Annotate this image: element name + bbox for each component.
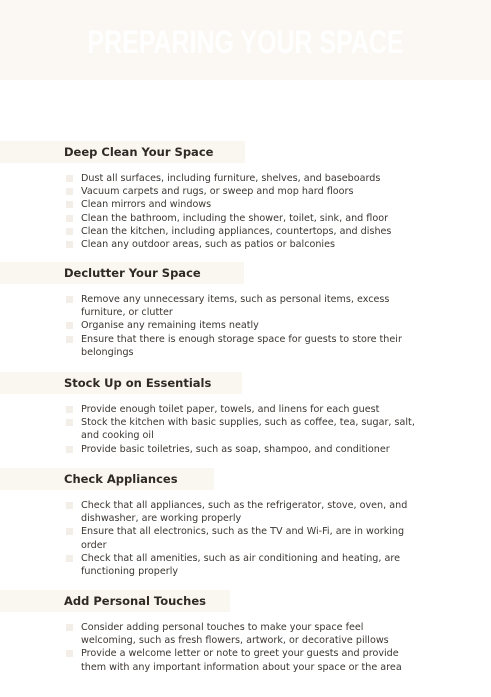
list-item-text: Consider adding personal touches to make your space feel welcoming, such as fresh flowers, artwork, or decorative pillows (81, 622, 389, 647)
list-item (0, 403, 417, 416)
list-item (0, 552, 417, 578)
list-item-text: Provide a welcome letter or note to greet your guests and provide them with any important information about your space or the area (81, 648, 402, 673)
list-item (0, 225, 417, 238)
section-heading: Check Appliances (64, 472, 178, 486)
list-item-text: Check that all appliances, such as the refrigerator, stove, oven, and dishwasher, are working properly (81, 500, 408, 525)
list-item-text: Remove any unnecessary items, such as personal items, excess furniture, or clutter (81, 294, 390, 319)
bullet-square-icon (66, 624, 73, 631)
list-item (0, 319, 417, 332)
bullet-square-icon (66, 419, 73, 426)
bullet-square-icon (66, 555, 73, 562)
bullet-square-icon (66, 241, 73, 248)
bullet-square-icon (66, 201, 73, 208)
bullet-square-icon (66, 528, 73, 535)
checklist (0, 172, 417, 251)
bullet-square-icon (66, 228, 73, 235)
list-item (0, 198, 417, 211)
page-title: PREPARING YOUR SPACE (87, 24, 404, 60)
bullet-square-icon (66, 175, 73, 182)
bullet-square-icon (66, 188, 73, 195)
bullet-square-icon (66, 322, 73, 329)
list-item-text: Stock the kitchen with basic supplies, such as coffee, tea, sugar, salt, and cooking oil (81, 417, 415, 442)
section-heading: Stock Up on Essentials (64, 376, 212, 390)
list-item-text: Dust all surfaces, including furniture, shelves, and baseboards (81, 173, 381, 184)
list-item (0, 499, 417, 525)
list-item-text: Clean any outdoor areas, such as patios or balconies (81, 239, 336, 251)
list-item (0, 172, 417, 185)
list-item (0, 293, 417, 319)
bullet-square-icon (66, 336, 73, 343)
bullet-square-icon (66, 502, 73, 509)
list-item-text: Clean the kitchen, including appliances, countertops, and dishes (81, 225, 392, 237)
list-item (0, 238, 417, 251)
bullet-square-icon (66, 650, 73, 657)
bullet-square-icon (66, 215, 73, 222)
checklist (0, 621, 417, 674)
checklist (0, 499, 417, 578)
list-item-text: Clean the bathroom, including the shower, toilet, sink, and floor (81, 212, 389, 224)
bullet-square-icon (66, 406, 73, 413)
list-item (0, 443, 417, 456)
list-item (0, 185, 417, 198)
checklist (0, 403, 417, 456)
list-item-text: Clean mirrors and windows (81, 199, 212, 211)
list-item (0, 212, 417, 225)
section-heading: Add Personal Touches (64, 594, 206, 608)
bullet-square-icon (66, 296, 73, 303)
bullet-square-icon (66, 446, 73, 453)
list-item (0, 621, 417, 647)
list-item (0, 333, 417, 359)
section-heading: Deep Clean Your Space (64, 145, 214, 159)
list-item-text: Ensure that all electronics, such as the TV and Wi-Fi, are in working order (81, 526, 405, 551)
list-item-text: Provide enough toilet paper, towels, and linens for each guest (81, 404, 380, 415)
list-item (0, 416, 417, 442)
checklist (0, 293, 417, 359)
list-item-text: Ensure that there is enough storage space for guests to store their belongings (81, 333, 402, 358)
section-heading: Declutter Your Space (64, 266, 201, 280)
list-item-text: Vacuum carpets and rugs, or sweep and mop hard floors (81, 186, 354, 198)
list-item-text: Organise any remaining items neatly (81, 320, 259, 332)
list-item (0, 647, 417, 673)
list-item-text: Check that all amenities, such as air conditioning and heating, are functioning properly (81, 552, 401, 578)
list-item-text: Provide basic toiletries, such as soap, shampoo, and conditioner (81, 443, 390, 455)
list-item (0, 525, 417, 551)
header-band (0, 0, 491, 80)
